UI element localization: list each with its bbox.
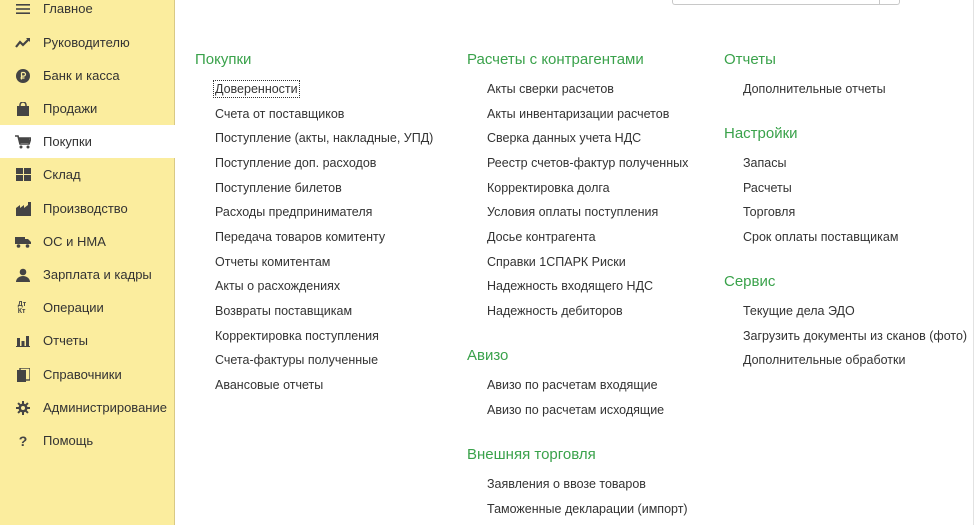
link-receipt-adjustment[interactable]: Корректировка поступления <box>215 329 379 343</box>
sidebar-item-label: Отчеты <box>43 333 88 348</box>
sidebar-item-label: Производство <box>43 201 128 216</box>
shopping-cart-icon <box>15 134 31 150</box>
sidebar-item-label: Покупки <box>43 134 92 149</box>
link-committent-reports[interactable]: Отчеты комитентам <box>215 255 331 269</box>
sidebar-item-sales[interactable] <box>0 92 174 125</box>
sidebar-item-bank[interactable] <box>0 59 174 92</box>
sidebar-item-help[interactable] <box>0 424 174 457</box>
ruble-coin-icon <box>15 68 31 84</box>
warehouse-grid-icon <box>15 167 31 183</box>
link-entrepreneur-expenses[interactable]: Расходы предпринимателя <box>215 205 373 219</box>
link-counterparty-dossier[interactable]: Досье контрагента <box>487 230 596 244</box>
link-supplier-returns[interactable]: Возвраты поставщикам <box>215 304 353 318</box>
section-title-aviso: Авизо <box>467 347 509 364</box>
link-spark-risks[interactable]: Справки 1СПАРК Риски <box>487 255 626 269</box>
sidebar-item-salary[interactable] <box>0 258 174 291</box>
sidebar-item-main[interactable] <box>0 0 174 25</box>
sidebar-item-manager[interactable] <box>0 26 174 59</box>
link-settlements-settings[interactable]: Расчеты <box>743 181 792 195</box>
link-debtor-reliability[interactable]: Надежность дебиторов <box>487 304 623 318</box>
sidebar-item-label: Справочники <box>43 367 122 382</box>
section-title-purchases: Покупки <box>195 51 252 68</box>
link-discrepancy-acts[interactable]: Акты о расхождениях <box>215 279 341 293</box>
link-reconciliation-acts[interactable]: Акты сверки расчетов <box>487 82 614 96</box>
sidebar-item-label: Помощь <box>43 433 94 448</box>
sidebar-item-operations[interactable] <box>0 291 174 324</box>
link-aviso-outgoing[interactable]: Авизо по расчетам исходящие <box>487 403 665 417</box>
link-additional-processing[interactable]: Дополнительные обработки <box>743 353 906 367</box>
sidebar-item-purchases[interactable] <box>0 125 175 158</box>
link-customs-declarations[interactable]: Таможенные декларации (импорт) <box>487 502 688 516</box>
link-payment-terms[interactable]: Условия оплаты поступления <box>487 205 659 219</box>
link-input-vat-reliability[interactable]: Надежность входящего НДС <box>487 279 654 293</box>
section-title-foreign-trade: Внешняя торговля <box>467 446 596 463</box>
link-receipts[interactable]: Поступление (акты, накладные, УПД) <box>215 131 434 145</box>
section-title-settings: Настройки <box>724 125 798 142</box>
debit-credit-icon: Дт Кт <box>17 300 27 315</box>
section-title-service: Сервис <box>724 273 776 290</box>
link-stocks[interactable]: Запасы <box>743 156 787 170</box>
link-powers-of-attorney[interactable]: Доверенности <box>215 82 298 96</box>
link-import-applications[interactable]: Заявления о ввозе товаров <box>487 477 646 491</box>
link-invoice-register[interactable]: Реестр счетов-фактур полученных <box>487 156 689 170</box>
link-tickets-receipt[interactable]: Поступление билетов <box>215 181 342 195</box>
link-additional-expenses[interactable]: Поступление доп. расходов <box>215 156 377 170</box>
link-supplier-invoices[interactable]: Счета от поставщиков <box>215 107 345 121</box>
link-vat-reconciliation[interactable]: Сверка данных учета НДС <box>487 131 642 145</box>
sidebar-item-fixed-assets[interactable] <box>0 225 174 258</box>
sidebar-item-production[interactable] <box>0 192 174 225</box>
truck-icon <box>15 234 31 250</box>
books-icon <box>15 367 31 383</box>
link-transfer-to-committent[interactable]: Передача товаров комитенту <box>215 230 386 244</box>
link-advance-reports[interactable]: Авансовые отчеты <box>215 378 324 392</box>
sidebar-item-warehouse[interactable] <box>0 158 174 191</box>
link-received-invoices[interactable]: Счета-фактуры полученные <box>215 353 379 367</box>
link-debt-adjustment[interactable]: Корректировка долга <box>487 181 610 195</box>
link-inventory-acts[interactable]: Акты инвентаризации расчетов <box>487 107 670 121</box>
link-aviso-incoming[interactable]: Авизо по расчетам входящие <box>487 378 658 392</box>
sidebar-item-label: Руководителю <box>43 35 130 50</box>
sidebar-item-label: Зарплата и кадры <box>43 267 152 282</box>
sidebar-item-label: Главное <box>43 1 93 16</box>
menu-lines-icon <box>15 1 31 17</box>
person-icon <box>15 267 31 283</box>
trend-up-icon <box>15 35 31 51</box>
factory-icon <box>15 201 31 217</box>
sidebar-item-label: Склад <box>43 167 81 182</box>
gear-icon <box>15 400 31 416</box>
sidebar-item-label: Продажи <box>43 101 98 116</box>
link-additional-reports[interactable]: Дополнительные отчеты <box>743 82 886 96</box>
question-icon: ? <box>18 432 28 449</box>
shopping-bag-icon <box>15 101 31 117</box>
bar-chart-icon <box>15 333 31 349</box>
sidebar-item-directories[interactable] <box>0 358 174 391</box>
sidebar-item-label: Операции <box>43 300 104 315</box>
sidebar-item-label: Банк и касса <box>43 68 120 83</box>
link-trade-settings[interactable]: Торговля <box>743 205 796 219</box>
sidebar-item-label: Администрирование <box>43 400 167 415</box>
main-content <box>175 0 974 525</box>
sidebar-item-label: ОС и НМА <box>43 234 106 249</box>
link-supplier-payment-term[interactable]: Срок оплаты поставщикам <box>743 230 899 244</box>
sidebar-item-administration[interactable] <box>0 391 174 424</box>
section-title-settlements: Расчеты с контрагентами <box>467 51 644 68</box>
section-title-reports: Отчеты <box>724 51 776 68</box>
sidebar-item-reports[interactable] <box>0 324 174 357</box>
link-scan-upload[interactable]: Загрузить документы из сканов (фото) <box>743 329 968 343</box>
link-edo-tasks[interactable]: Текущие дела ЭДО <box>743 304 855 318</box>
sidebar <box>0 0 175 525</box>
